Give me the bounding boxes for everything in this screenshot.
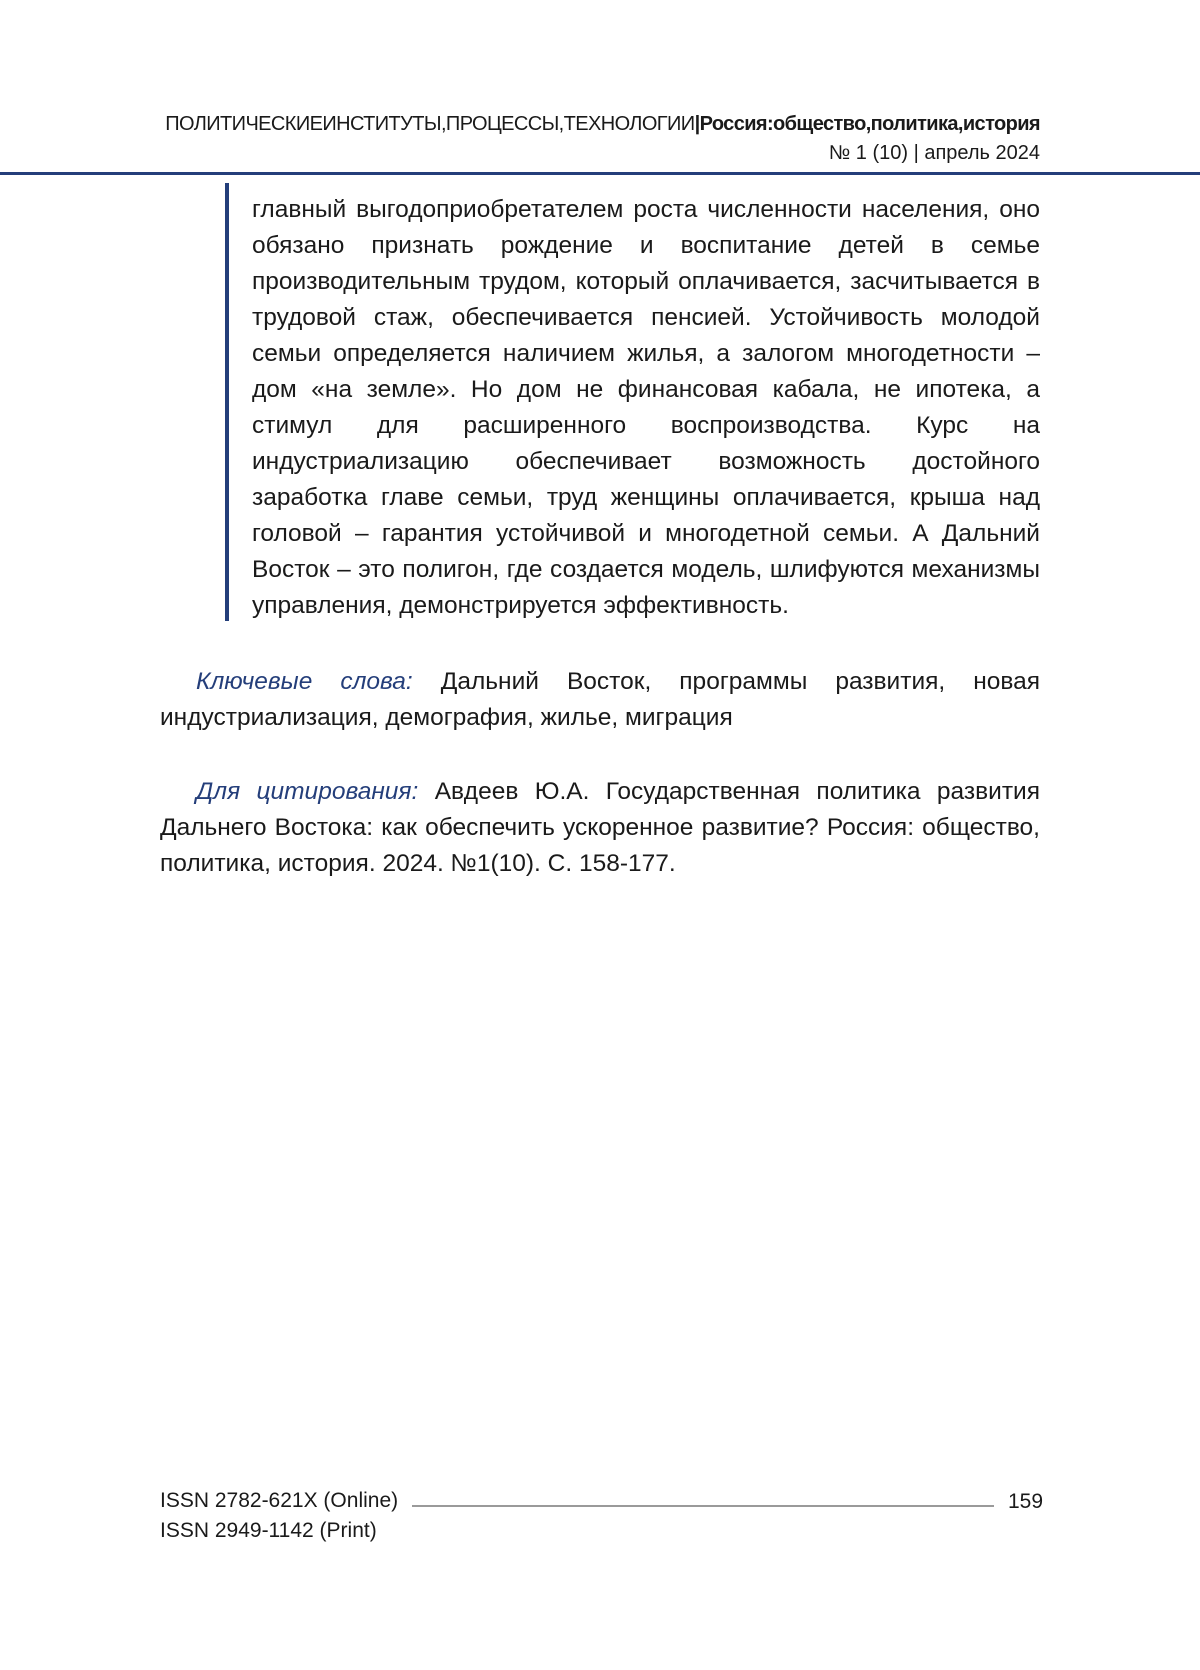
abstract-text: главный выгодоприобретателем роста численности населения, оно обязано признать рождение и воспитание детей в семье производительным трудом, который оплачивается, засчитывается в трудовой стаж, обеспечивается пенсией. Устойчивость молодой семьи определяется наличием жилья, а залогом многодетности – дом «на земле». Но дом не финансовая кабала, не ипотека, а стимул для расширенного воспроизводства. Курс на индустриализацию обеспечивает возможность достойного заработка главе семьи, труд женщины оплачивается, крыша над головой – гарантия устойчивой и многодетной семьи. А Дальний Восток – это полигон, где создается модель, шлифуются механизмы управления, демонстрируется эффективность. [252,196,1040,619]
page-number: 159 [1008,1490,1044,1513]
running-head [165,113,1040,136]
keywords-label: Ключевые слова: [196,668,413,695]
journal-title: Россия:общество,политика,история [699,113,1040,135]
issue-info: № 1 (10) | апрель 2024 [828,142,1040,164]
running-head-separator: | [694,113,700,135]
issn-print: ISSN 2949-1142 (Print) [160,1519,377,1542]
page-header [0,0,1200,176]
citation-label: Для цитирования: [196,778,419,805]
issn-online: ISSN 2782-621X (Online) [160,1489,399,1512]
section-title: ПОЛИТИЧЕСКИЕИНСТИТУТЫ,ПРОЦЕССЫ,ТЕХНОЛОГИИ [165,113,695,135]
footer-issn [160,1486,398,1546]
abstract-accent-bar [225,183,229,621]
keywords-paragraph [160,664,1040,736]
citation-paragraph [160,774,1040,882]
keywords-text: Дальний Восток, программы развития, новая индустриализация, демография, жилье, миграция [160,668,1041,731]
header-rule [0,172,1200,175]
footer-rule [412,1505,994,1507]
citation-text: Авдеев Ю.А. Государственная политика развития Дальнего Востока: как обеспечить ускоренное развитие? Россия: общество, политика, история. 2024. №1(10). С. 158-177. [160,778,1040,877]
